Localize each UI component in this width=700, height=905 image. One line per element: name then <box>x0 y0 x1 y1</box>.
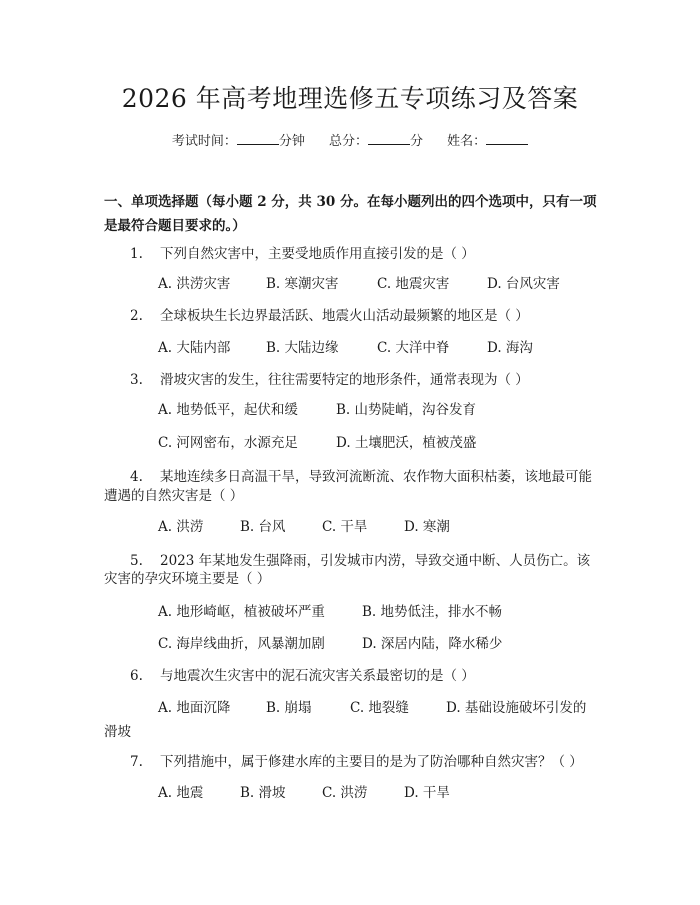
question-number: 5. <box>130 553 143 569</box>
question-number: 2. <box>130 308 143 324</box>
option-b: B. 寒潮灾害 <box>266 276 339 292</box>
question-3 <box>104 367 600 393</box>
question-text-line1: 某地连续多日高温干旱，导致河流断流、农作物大面积枯萎，该地最可能 <box>160 469 592 485</box>
option-b: B. 地势低洼，排水不畅 <box>362 604 503 620</box>
question-6-option-d-wrap: 滑坡 <box>104 724 131 740</box>
question-text: 与地震次生灾害中的泥石流灾害关系最密切的是（ ） <box>160 668 475 684</box>
question-3-options-row1 <box>158 398 603 422</box>
option-b: B. 大陆边缘 <box>266 340 339 356</box>
question-6 <box>104 663 600 689</box>
option-c: C. 地震灾害 <box>377 276 450 292</box>
question-number: 7. <box>130 754 143 770</box>
question-text: 全球板块生长边界最活跃、地震火山活动最频繁的地区是（ ） <box>160 308 529 324</box>
option-a: A. 地面沉降 <box>158 700 231 716</box>
question-number: 6. <box>130 668 143 684</box>
option-a: A. 地形崎岖，植被破坏严重 <box>158 604 325 620</box>
option-d: D. 海沟 <box>487 340 533 356</box>
option-c: C. 干旱 <box>322 519 368 535</box>
time-label: 考试时间： <box>171 134 237 149</box>
option-d: D. 干旱 <box>404 785 450 801</box>
exam-meta <box>0 132 700 151</box>
time-field <box>172 134 309 149</box>
option-d: D. 基础设施破坏引发的 <box>446 700 587 716</box>
option-a: A. 大陆内部 <box>158 340 231 356</box>
name-field <box>447 134 528 149</box>
option-b: B. 台风 <box>240 519 286 535</box>
option-d: D. 台风灾害 <box>487 276 560 292</box>
question-text: 下列自然灾害中，主要受地质作用直接引发的是（ ） <box>160 246 475 262</box>
option-c: C. 河网密布，水源充足 <box>158 435 298 451</box>
question-4-text-line2: 遭遇的自然灾害是（ ） <box>104 488 244 504</box>
page-title: 2026 年高考地理选修五专项练习及答案 <box>121 84 579 113</box>
question-5-options-row1 <box>158 600 603 624</box>
question-3-options-row2 <box>158 431 603 455</box>
time-unit: 分钟 <box>278 134 305 149</box>
score-unit: 分 <box>410 134 424 149</box>
option-a: A. 洪涝灾害 <box>158 276 231 292</box>
question-6-options <box>158 696 603 720</box>
name-label: 姓名： <box>447 134 487 149</box>
question-text: 下列措施中，属于修建水库的主要目的是为了防治哪种自然灾害？（ ） <box>160 754 583 770</box>
question-2-options <box>158 336 603 360</box>
question-1 <box>104 241 600 267</box>
score-blank <box>368 132 410 145</box>
question-7 <box>104 749 600 775</box>
question-number: 3. <box>130 372 143 388</box>
option-b: B. 山势陡峭，沟谷发育 <box>336 402 477 418</box>
option-c: C. 地裂缝 <box>350 700 409 716</box>
score-field <box>329 134 427 149</box>
score-label: 总分： <box>328 134 368 149</box>
question-number: 1. <box>130 246 143 262</box>
option-a: A. 地震 <box>158 785 204 801</box>
question-text-line1: 2023 年某地发生强降雨，引发城市内涝，导致交通中断、人员伤亡。该 <box>160 553 591 569</box>
option-c: C. 大洋中脊 <box>377 340 450 356</box>
question-4-options <box>158 515 603 539</box>
question-number: 4. <box>130 469 143 485</box>
question-7-options <box>158 781 603 805</box>
option-a: A. 洪涝 <box>158 519 204 535</box>
option-c: C. 洪涝 <box>322 785 368 801</box>
option-c: C. 海岸线曲折，风暴潮加剧 <box>158 636 325 652</box>
question-5-options-row2 <box>158 632 603 656</box>
option-d: D. 土壤肥沃，植被茂盛 <box>336 435 477 451</box>
name-blank <box>486 132 528 145</box>
section-heading: 一、单项选择题（每小题 2 分，共 30 分。在每小题列出的四个选项中，只有一项是最符合题目要求的。） <box>104 194 597 234</box>
question-2 <box>104 303 600 329</box>
option-d: D. 深居内陆，降水稀少 <box>362 636 503 652</box>
question-text: 滑坡灾害的发生，往往需要特定的地形条件，通常表现为（ ） <box>160 372 529 388</box>
option-b: B. 滑坡 <box>240 785 286 801</box>
option-d: D. 寒潮 <box>404 519 450 535</box>
option-b: B. 崩塌 <box>266 700 312 716</box>
time-blank <box>237 132 279 145</box>
question-1-options <box>158 272 603 296</box>
option-a: A. 地势低平，起伏和缓 <box>158 402 298 418</box>
question-5-text-line2: 灾害的孕灾环境主要是（ ） <box>104 571 271 587</box>
